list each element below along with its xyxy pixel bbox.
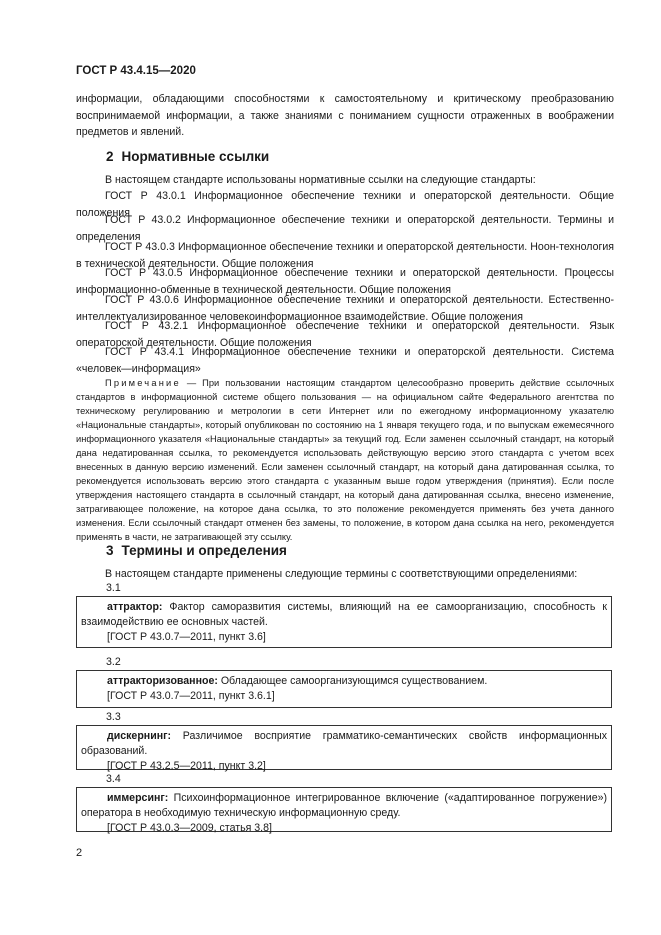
term-name: аттрактор:	[107, 601, 163, 613]
term-number: 3.4	[106, 773, 121, 785]
term-definition	[77, 674, 611, 689]
term-box	[76, 725, 612, 773]
term-definition	[77, 600, 611, 630]
note-text: — При пользовании настоящим стандартом целесообразно проверить действие ссылочных стандартов в информационной системе общего пользования — на официальном сайте Федерального агентства по техническому регулированию и метрологии в сети Интернет или по ежегодному информационному указателю «Национальные стандарты», который опубликован по состоянию на 1 января текущего года, и по выпускам ежемесячного информационного указателя «Национальные стандарты» за текущий год. Если заменен ссылочный стандарт, на который дана недатированная ссылка, то рекомендуется использовать действующую версию этого стандарта с учетом всех внесенных в данную версию изменений. Если заменен ссылочный стандарт, на который дана датированная ссылка, то рекомендуется использовать версию этого стандарта с указанным выше годом утверждения (принятия). Если после утверждения настоящего стандарта в ссылочный стандарт, на который дана датированная ссылка, внесено изменение, затрагивающее положение, на которое дана ссылка, то это положение рекомендуется применять без учета данного изменения. Если ссылочный стандарт отменен без замены, то положение, в котором дана ссылка на него, рекомендуется применять в части, не затрагивающей эту ссылку.	[76, 378, 614, 542]
term-box	[76, 787, 612, 835]
term-name: аттракторизованное:	[107, 675, 218, 687]
section-3-number: 3	[106, 543, 114, 558]
term-source: [ГОСТ Р 43.0.7—2011, пункт 3.6]	[107, 631, 266, 644]
term-definition-text: Фактор саморазвития системы, влияющий на ее самоорганизацию, способность к взаимодействию ее основных частей.	[81, 601, 607, 629]
section-3-heading	[106, 543, 287, 558]
section-2-lead: В настоящем стандарте использованы нормативные ссылки на следующие стандарты:	[105, 174, 536, 186]
term-source: [ГОСТ Р 43.0.7—2011, пункт 3.6.1]	[107, 690, 275, 703]
section-2-heading	[106, 149, 269, 164]
normative-ref: ГОСТ Р 43.4.1 Информационное обеспечение техники и операторской деятельности. Система «человек—информация»	[76, 346, 614, 375]
normative-ref: ГОСТ Р 43.2.1 Информационное обеспечение техники и операторской деятельности. Язык операторской деятельности. Общие положения	[76, 320, 614, 349]
section-2-number: 2	[106, 149, 114, 164]
section-3-lead: В настоящем стандарте применены следующие термины с соответствующими определениями:	[105, 568, 578, 580]
term-source: [ГОСТ Р 43.2.5—2011, пункт 3.2]	[107, 760, 266, 773]
term-number: 3.3	[106, 711, 121, 723]
normative-ref: ГОСТ Р 43.0.6 Информационное обеспечение техники и операторской деятельности. Естественно-интеллектуализированное человекоинформационное взаимодействие. Общие положения	[76, 294, 614, 323]
normative-ref: ГОСТ Р 43.0.3 Информационное обеспечение техники и операторской деятельности. Ноон-технология в технической деятельности. Общие положения	[76, 241, 614, 270]
section-2-title: Нормативные ссылки	[121, 149, 270, 164]
term-definition-text: Обладающее самоорганизующимся существованием.	[217, 675, 488, 687]
term-definition-text: Различимое восприятие грамматико-семантических свойств информационных образований.	[81, 730, 607, 758]
term-name: дискернинг:	[107, 730, 172, 742]
term-source: [ГОСТ Р 43.0.3—2009, статья 3.8]	[107, 822, 272, 835]
normative-ref: ГОСТ Р 43.0.2 Информационное обеспечение техники и операторской деятельности. Термины и определения	[76, 214, 614, 243]
running-header: ГОСТ Р 43.4.15—2020	[76, 65, 196, 77]
term-box	[76, 670, 612, 708]
normative-ref: ГОСТ Р 43.0.5 Информационное обеспечение техники и операторской деятельности. Процессы информационно-обменные в технической деятельности. Общие положения	[76, 267, 614, 296]
intro-paragraph: информации, обладающими способностями к самостоятельному и критическому преобразованию воспринимаемой информации, а также знаниями с пониманием сущности отраженных в воображении предметов и явлений.	[76, 93, 614, 139]
term-number: 3.1	[106, 582, 121, 594]
term-definition	[77, 729, 611, 759]
normative-note	[76, 376, 614, 544]
term-name: иммерсинг:	[107, 792, 169, 804]
term-definition-text: Психоинформационное интегрированное включение («адаптированное погружение») оператора в необходимую техническую информационную среду.	[81, 792, 607, 820]
note-label: Примечание	[105, 378, 181, 388]
page-number: 2	[76, 847, 83, 859]
normative-ref: ГОСТ Р 43.0.1 Информационное обеспечение техники и операторской деятельности. Общие положения	[76, 190, 614, 219]
term-definition	[77, 791, 611, 821]
section-3-title: Термины и определения	[121, 543, 287, 558]
term-box	[76, 596, 612, 648]
term-number: 3.2	[106, 656, 121, 668]
